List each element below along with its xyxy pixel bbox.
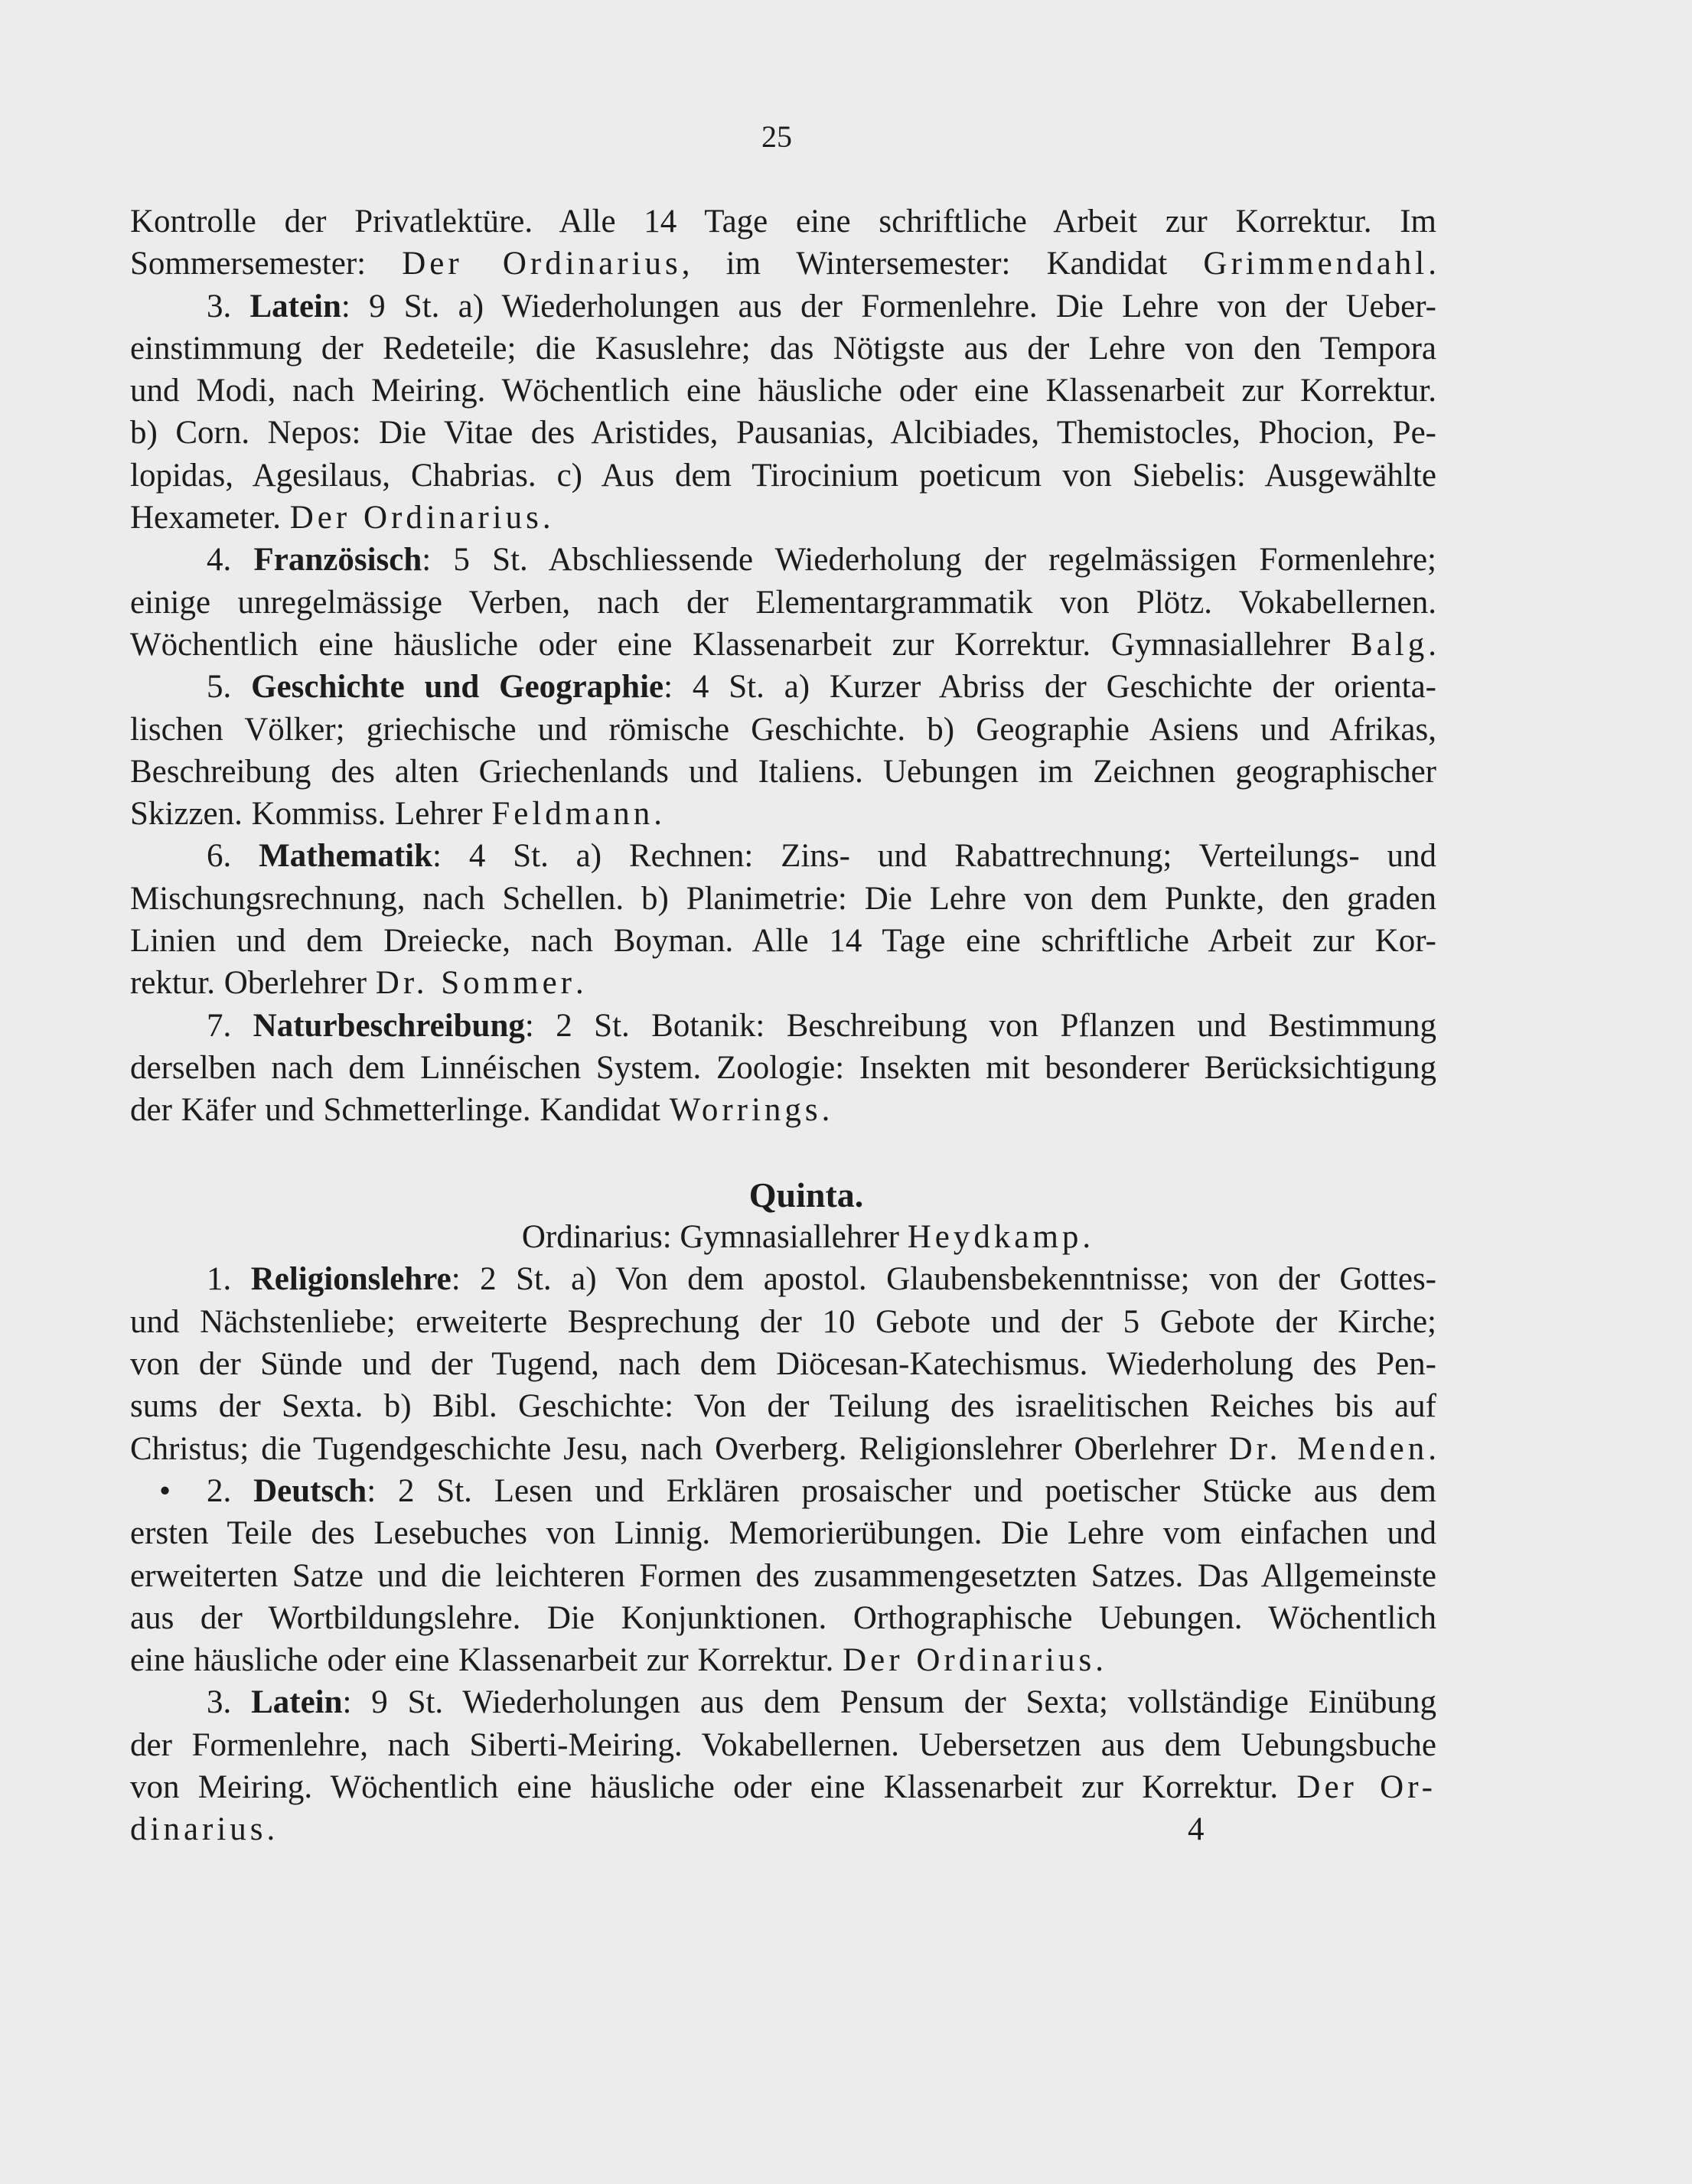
text-line: ersten Teile des Lesebuches von Linnig. Memorierübungen. Die Lehre vom einfachen und bbox=[130, 1515, 1436, 1552]
ordinarius-line: Ordinarius: Gymnasiallehrer Heydkamp. bbox=[521, 1219, 1091, 1256]
text-line: der Käfer und Schmetterlinge. Kandidat Worrings. bbox=[130, 1092, 830, 1129]
stray-mark: • bbox=[159, 1472, 171, 1509]
page-number: 25 bbox=[761, 119, 792, 154]
text-line: Skizzen. Kommiss. Lehrer Feldmann. bbox=[130, 796, 663, 833]
spacer bbox=[130, 1132, 1436, 1174]
subject-naturbeschreibung: 7. Naturbeschreibung: 2 St. Botanik: Beschreibung von Pflanzen und Bestimmung bbox=[207, 1007, 1437, 1044]
text-line: Wöchentlich eine häusliche oder eine Klassenarbeit zur Korrektur. Gymnasiallehrer Balg. bbox=[130, 626, 1436, 663]
text-line: eine häusliche oder eine Klassenarbeit zur Korrektur. Der Ordinarius. bbox=[130, 1642, 1104, 1679]
text-line: lischen Völker; griechische und römische Geschichte. b) Geographie Asiens und Afrikas, bbox=[130, 711, 1436, 748]
signature-mark: 4 bbox=[1188, 1811, 1205, 1848]
text-line: b) Corn. Nepos: Die Vitae des Aristides, Pausanias, Alcibiades, Themistocles, Phocion, Pe- bbox=[130, 415, 1436, 451]
subject-franzoesisch: 4. Französisch: 5 St. Abschliessende Wiederholung der regelmässigen Formenlehre; bbox=[207, 542, 1437, 579]
text-line: aus der Wortbildungslehre. Die Konjunktionen. Orthographische Uebungen. Wöchentlich bbox=[130, 1599, 1436, 1636]
text-line: von der Sünde und der Tugend, nach dem Diöcesan-Katechismus. Wiederholung des Pen- bbox=[130, 1346, 1436, 1383]
text-line: erweiterten Satze und die leichteren Formen des zusammengesetzten Satzes. Das Allgemeinste bbox=[130, 1557, 1436, 1594]
text-line: von Meiring. Wöchentlich eine häusliche oder eine Klassenarbeit zur Korrektur. Der Or- bbox=[130, 1768, 1436, 1805]
text-line: Hexameter. Der Ordinarius. bbox=[130, 500, 551, 536]
main-text bbox=[130, 200, 1436, 1851]
text-line: Christus; die Tugendgeschichte Jesu, nach Overberg. Religionslehrer Oberlehrer Dr. Menden. bbox=[130, 1430, 1437, 1467]
text-line: Sommersemester: Der Ordinarius, im Wintersemester: Kandidat Grimmendahl. bbox=[130, 246, 1436, 282]
text-line: dinarius. 4 bbox=[130, 1808, 1436, 1850]
section-heading: Quinta. bbox=[748, 1175, 864, 1214]
subject-latein-quinta: 3. Latein: 9 St. Wiederholungen aus dem Pensum der Sexta; vollständige Einübung bbox=[207, 1684, 1437, 1721]
text-line: und Modi, nach Meiring. Wöchentlich eine häusliche oder eine Klassenarbeit zur Korrektur. bbox=[130, 373, 1436, 409]
text-line: Kontrolle der Privatlektüre. Alle 14 Tage eine schriftliche Arbeit zur Korrektur. Im bbox=[130, 204, 1436, 240]
text-line: lopidas, Agesilaus, Chabrias. c) Aus dem Tirocinium poeticum von Siebelis: Ausgewählte bbox=[130, 457, 1436, 494]
text-line: rektur. Oberlehrer Dr. Sommer. bbox=[130, 965, 584, 1002]
subject-latein: 3. Latein: 9 St. a) Wiederholungen aus der Formenlehre. Die Lehre von der Ueber- bbox=[207, 288, 1436, 324]
text-line: derselben nach dem Linnéischen System. Zoologie: Insekten mit besonderer Berücksichtigung bbox=[130, 1049, 1436, 1086]
text-line: Beschreibung des alten Griechenlands und Italiens. Uebungen im Zeichnen geographischer bbox=[130, 753, 1436, 790]
subject-geschichte: 5. Geschichte und Geographie: 4 St. a) Kurzer Abriss der Geschichte der orienta- bbox=[207, 669, 1436, 706]
subject-deutsch: • 2. Deutsch: 2 St. Lesen und Erklären prosaischer und poetischer Stücke aus dem bbox=[130, 1470, 1436, 1512]
text-line: Linien und dem Dreiecke, nach Boyman. Alle 14 Tage eine schriftliche Arbeit zur Kor- bbox=[130, 923, 1436, 960]
text-line: einstimmung der Redeteile; die Kasuslehre; das Nötigste aus der Lehre von den Tempora bbox=[130, 330, 1436, 367]
text-line: einige unregelmässige Verben, nach der Elementargrammatik von Plötz. Vokabellernen. bbox=[130, 584, 1436, 621]
text-line: der Formenlehre, nach Siberti-Meiring. Vokabellernen. Uebersetzen aus dem Uebungsbuche bbox=[130, 1726, 1436, 1763]
text-line: und Nächstenliebe; erweiterte Besprechung der 10 Gebote und der 5 Gebote der Kirche; bbox=[130, 1303, 1436, 1340]
text-line: sums der Sexta. b) Bibl. Geschichte: Von der Teilung des israelitischen Reiches bis auf bbox=[130, 1388, 1436, 1425]
subject-religionslehre: 1. Religionslehre: 2 St. a) Von dem apostol. Glaubensbekenntnisse; von der Gottes- bbox=[207, 1261, 1436, 1298]
text-line: Mischungsrechnung, nach Schellen. b) Planimetrie: Die Lehre von dem Punkte, den graden bbox=[130, 880, 1436, 917]
subject-mathematik: 6. Mathematik: 4 St. a) Rechnen: Zins- und Rabattrechnung; Verteilungs- und bbox=[207, 838, 1436, 875]
